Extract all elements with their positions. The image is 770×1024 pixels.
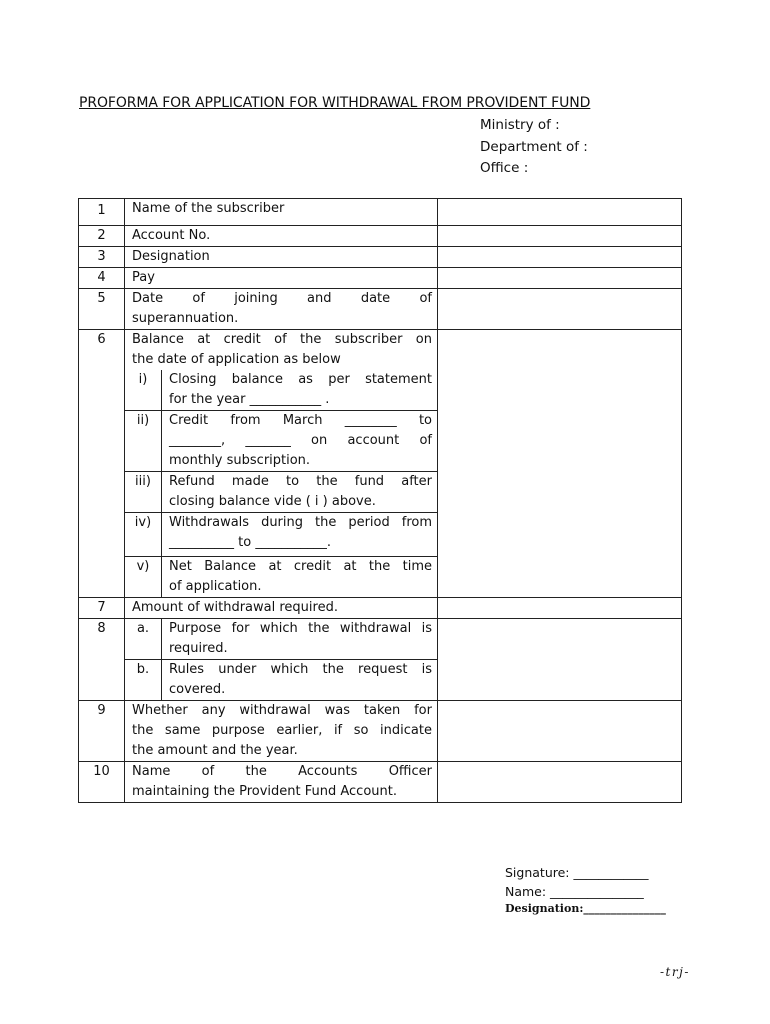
text-line: required. [169, 641, 228, 656]
sub-label: v) [125, 557, 162, 598]
text-line: ________, _______ on account of [169, 433, 432, 448]
row-label: Designation [125, 247, 438, 268]
purpose-subtable [125, 619, 437, 700]
table-row [79, 268, 682, 289]
sub-label: i) [125, 370, 162, 411]
row-number: 7 [79, 598, 125, 619]
text-line: __________ to ___________. [169, 535, 331, 550]
balance-subtable [125, 370, 437, 597]
sub-row [125, 411, 437, 472]
sub-row [125, 472, 437, 513]
text-line: Whether any withdrawal was taken for [132, 703, 432, 718]
text-line: Purpose for which the withdrawal is [169, 621, 432, 636]
application-form-table [78, 198, 682, 803]
text-line: Rules under which the request is [169, 662, 432, 677]
table-row [79, 598, 682, 619]
text-line: Balance at credit of the subscriber on [132, 332, 432, 347]
answer-cell[interactable] [438, 762, 682, 803]
answer-cell[interactable] [438, 268, 682, 289]
text-line: superannuation. [132, 311, 239, 326]
answer-cell[interactable] [438, 247, 682, 268]
department-label: Department of : [480, 139, 588, 155]
sub-row [125, 660, 437, 701]
table-row [79, 199, 682, 226]
row-label [125, 619, 438, 701]
sub-text [162, 660, 438, 701]
row-number: 2 [79, 226, 125, 247]
sub-label: b. [125, 660, 162, 701]
row-number: 1 [79, 199, 125, 226]
answer-cell[interactable] [438, 701, 682, 762]
signature-field[interactable]: Signature: ____________ [505, 865, 649, 880]
row-label: Pay [125, 268, 438, 289]
table-row [79, 330, 682, 598]
office-label: Office : [480, 160, 529, 176]
answer-cell[interactable] [438, 199, 682, 226]
answer-cell[interactable] [438, 226, 682, 247]
sub-label: a. [125, 619, 162, 660]
name-field[interactable]: Name: _______________ [505, 884, 644, 899]
answer-cell[interactable] [438, 330, 682, 598]
table-row [79, 701, 682, 762]
sub-text [162, 557, 438, 598]
text-line: for the year ___________ . [169, 392, 330, 407]
text-line: monthly subscription. [169, 453, 311, 468]
text-line: covered. [169, 682, 226, 697]
text-line: Date of joining and date of [132, 291, 432, 306]
sub-text [162, 619, 438, 660]
row-label [125, 762, 438, 803]
table-row [79, 226, 682, 247]
text-line: Name of the Accounts Officer [132, 764, 432, 779]
text-line: Refund made to the fund after [169, 474, 432, 489]
row-label [125, 289, 438, 330]
row-label [125, 701, 438, 762]
ministry-label: Ministry of : [480, 117, 560, 133]
table-row [79, 247, 682, 268]
sub-text [162, 370, 438, 411]
text-line: Credit from March ________ to [169, 413, 432, 428]
row-label [125, 330, 438, 598]
text-line: the date of application as below [132, 352, 341, 367]
sub-text [162, 513, 438, 557]
sub-text [162, 411, 438, 472]
row-number: 8 [79, 619, 125, 701]
text-line: of application. [169, 579, 262, 594]
text-line: Net Balance at credit at the time [169, 559, 432, 574]
text-line: the same purpose earlier, if so indicate [132, 723, 432, 738]
row-number: 9 [79, 701, 125, 762]
row-label: Account No. [125, 226, 438, 247]
footer-initials: -trj- [660, 965, 690, 979]
row-number: 5 [79, 289, 125, 330]
text-line: Withdrawals during the period from [169, 515, 432, 530]
text-line: Closing balance as per statement [169, 372, 432, 387]
sub-row [125, 557, 437, 598]
text-line: the amount and the year. [132, 743, 298, 758]
text-line: closing balance vide ( i ) above. [169, 494, 376, 509]
answer-cell[interactable] [438, 289, 682, 330]
sub-text [162, 472, 438, 513]
answer-cell[interactable] [438, 619, 682, 701]
sub-label: iii) [125, 472, 162, 513]
form-title: PROFORMA FOR APPLICATION FOR WITHDRAWAL FROM PROVIDENT FUND [79, 95, 591, 111]
sub-row [125, 513, 437, 557]
table-row [79, 619, 682, 701]
sub-row [125, 619, 437, 660]
sub-label: ii) [125, 411, 162, 472]
row-number: 6 [79, 330, 125, 598]
row-number: 10 [79, 762, 125, 803]
row-number: 3 [79, 247, 125, 268]
answer-cell[interactable] [438, 598, 682, 619]
table-row [79, 289, 682, 330]
sub-row [125, 370, 437, 411]
row-number: 4 [79, 268, 125, 289]
row-label: Amount of withdrawal required. [125, 598, 438, 619]
designation-field[interactable]: Designation:_______________ [505, 902, 666, 915]
text-line: maintaining the Provident Fund Account. [132, 784, 397, 799]
row-label: Name of the subscriber [125, 199, 438, 226]
table-row [79, 762, 682, 803]
sub-label: iv) [125, 513, 162, 557]
